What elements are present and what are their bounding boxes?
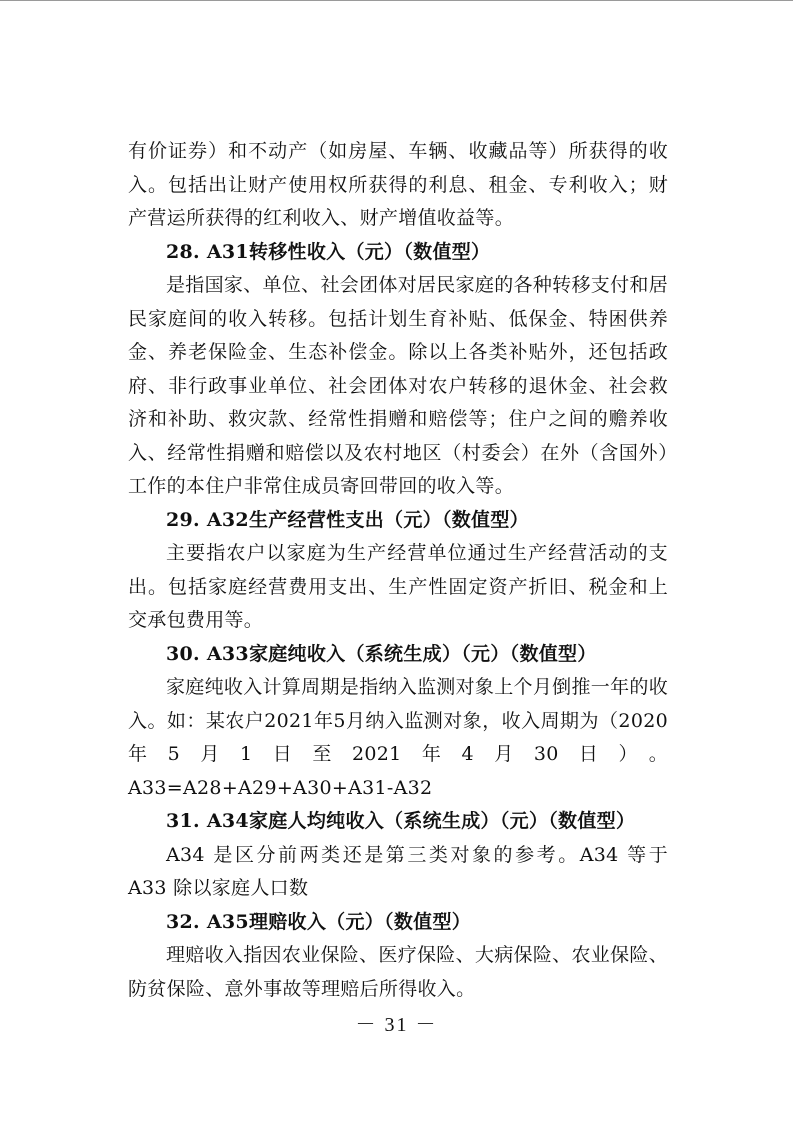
heading-a32-production-expense: 29. A32生产经营性支出（元）（数值型） [166, 508, 529, 531]
paragraph-a32-description: 主要指农户以家庭为生产经营单位通过生产经营活动的支出。包括家庭经营费用支出、生产性固定资产折旧、税金和上交承包费用等。 [128, 542, 668, 631]
paragraph-a34-description: A34 是区分前两类还是第三类对象的参考。A34 等于 A33 除以家庭人口数 [128, 843, 668, 899]
document-body [128, 135, 668, 1006]
paragraph-a31-description: 是指国家、单位、社会团体对居民家庭的各种转移支付和居民家庭间的收入转移。包括计划生育补贴、低保金、特困供养金、养老保险金、生态补偿金。除以上各类补贴外，还包括政府、非行政事业单位、社会团体对农户转移的退休金、社会救济和补助、救灾款、经常性捐赠和赔偿等；住户之间的赡养收入、经常性捐赠和赔偿以及农村地区（村委会）在外（含国外）工作的本住户非常住成员寄回带回的收入等。 [128, 274, 668, 497]
heading-a31-transfer-income: 28. A31转移性收入（元）（数值型） [166, 240, 491, 263]
heading-a33-household-net-income: 30. A33家庭纯收入（系统生成）（元）（数值型） [166, 642, 597, 665]
paragraph-a35-description: 理赔收入指因农业保险、医疗保险、大病保险、农业保险、防贫保险、意外事故等理赔后所得收入。 [128, 944, 668, 1000]
paragraph-property-income-continued: 有价证券）和不动产（如房屋、车辆、收藏品等）所获得的收入。包括出让财产使用权所获得的利息、租金、专利收入；财产营运所获得的红利收入、财产增值收益等。 [128, 140, 668, 229]
paragraph-a33-description: 家庭纯收入计算周期是指纳入监测对象上个月倒推一年的收入。如：某农户2021年5月纳入监测对象，收入周期为（2020年5月1日至2021年4月30日）。A33=A28+A29+A30+A31-A32 [128, 676, 668, 799]
heading-a34-per-capita-income: 31. A34家庭人均纯收入（系统生成）（元）（数值型） [166, 810, 636, 832]
heading-a35-claim-income: 32. A35理赔收入（元）（数值型） [166, 910, 472, 933]
top-border-line [0, 0, 793, 1]
page-number: － 31 － [355, 1014, 438, 1036]
